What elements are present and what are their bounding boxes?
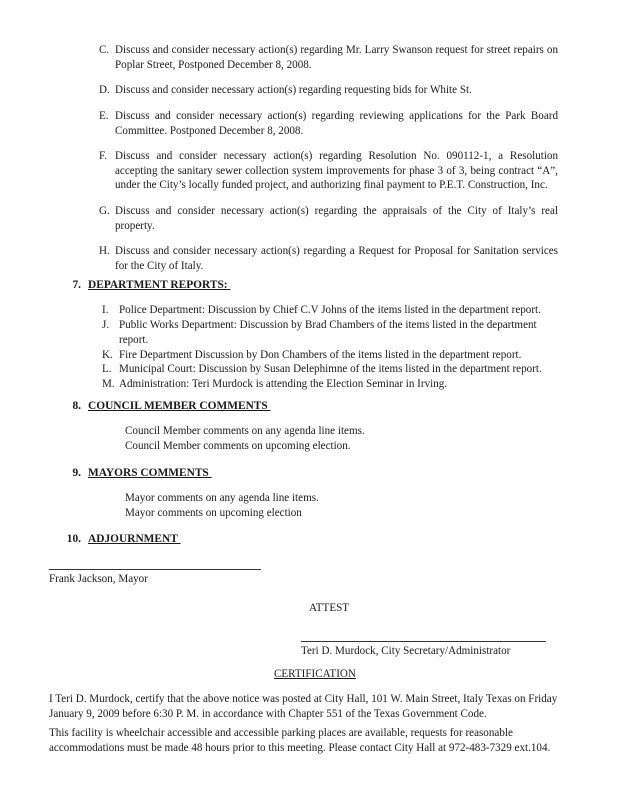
certification-paragraph-2: This facility is wheelchair accessible and accessible parking places are available, requests for reasonable accommodations must be made 48 hours prior to this meeting. Please contact City Hall at 972-483-7329 ext.104. (49, 727, 551, 754)
agenda-item-text: Discuss and consider necessary action(s) regarding the appraisals of the City of Italy’s real property. (115, 205, 558, 232)
department-report-text: Fire Department Discussion by Don Chambers of the items listed in the department report. (119, 348, 522, 361)
department-report-text: Administration: Teri Murdock is attending the Election Seminar in Irving. (119, 378, 448, 391)
section-heading-adjournment (62, 532, 542, 547)
department-report-text: Municipal Court: Discussion by Susan Delephimne of the items listed in the department report. (119, 363, 542, 376)
agenda-item-text: Discuss and consider necessary action(s) regarding a Request for Proposal for Sanitation services for the City of Italy. (115, 245, 558, 273)
mayors-comments-lines (125, 491, 545, 521)
mayor-comment-line: Mayor comments on upcoming election (125, 506, 302, 519)
department-report-marker: L. (102, 363, 112, 376)
agenda-item-c (96, 43, 558, 72)
council-comment-line: Council Member comments on upcoming election. (125, 439, 351, 452)
agenda-item-h (96, 244, 558, 273)
agenda-item-d (96, 83, 558, 98)
agenda-item-marker: E. (99, 109, 109, 122)
council-comment-line: Council Member comments on any agenda line items. (125, 425, 365, 437)
mayor-signature-name: Frank Jackson, Mayor (49, 573, 148, 585)
section-title: ADJOURNMENT (88, 533, 181, 545)
attest-label: ATTEST (309, 602, 350, 614)
secretary-signature-block (301, 641, 546, 658)
agenda-item-g (96, 204, 558, 233)
section-title: MAYORS COMMENTS (88, 467, 212, 479)
section-heading-council-member-comments (62, 399, 542, 414)
section-number: 7. (72, 279, 81, 291)
agenda-item-marker: C. (99, 44, 110, 56)
agenda-items-list (96, 43, 558, 285)
agenda-item-text: Discuss and consider necessary action(s) regarding requesting bids for White St. (115, 84, 472, 97)
secretary-signature-name: Teri D. Murdock, City Secretary/Administrator (301, 645, 511, 657)
section-number: 10. (66, 533, 81, 545)
department-report-marker: J. (102, 318, 110, 331)
agenda-item-f (96, 149, 558, 193)
certification-heading: CERTIFICATION (274, 668, 356, 680)
section-title: DEPARTMENT REPORTS: (88, 279, 231, 291)
section-heading-department-reports (62, 278, 542, 293)
department-report-item-j (98, 318, 558, 348)
agenda-item-text: Discuss and consider necessary action(s) regarding Resolution No. 090112-1, a Resolution accepting the sanitary sewer collection system improvements for phase 3 of 3, being contract “A”, under the City’s locally funded project, and authorizing final payment to P.E.T. Construction, Inc. (115, 150, 558, 192)
section-heading-mayors-comments (62, 466, 542, 481)
agenda-item-marker: F. (99, 150, 108, 163)
agenda-item-marker: D. (99, 84, 110, 97)
department-report-marker: K. (102, 348, 113, 361)
department-report-text: Police Department: Discussion by Chief C.V Johns of the items listed in the department report. (119, 304, 541, 316)
agenda-item-text: Discuss and consider necessary action(s) regarding reviewing applications for the Park Board Committee. Postponed December 8, 2008. (115, 109, 558, 137)
department-report-item-i (98, 303, 558, 318)
department-report-marker: I. (102, 304, 109, 316)
agenda-item-e (96, 109, 558, 138)
certification-paragraph-1: I Teri D. Murdock, certify that the above notice was posted at City Hall, 101 W. Main Street, Italy Texas on Friday January 9, 2009 before 6:30 P. M. in accordance with Chapter 551 of the Texas Government Code. (49, 693, 558, 720)
department-report-item-l (98, 362, 558, 377)
department-reports-list (98, 303, 558, 392)
agenda-item-text: Discuss and consider necessary action(s) regarding Mr. Larry Swanson request for street repairs on Poplar Street, Postponed December 8, 2008. (115, 44, 558, 71)
council-member-comments-lines (125, 424, 545, 454)
section-title: COUNCIL MEMBER COMMENTS (88, 400, 271, 412)
department-report-text: Public Works Department: Discussion by Brad Chambers of the items listed in the department report. (119, 318, 537, 346)
department-report-item-m (98, 377, 558, 392)
mayor-signature-block (49, 569, 261, 586)
section-number: 9. (72, 467, 81, 479)
agenda-item-marker: H. (99, 245, 110, 258)
agenda-item-marker: G. (99, 205, 110, 218)
department-report-item-k (98, 348, 558, 363)
section-number: 8. (72, 400, 81, 412)
mayor-comment-line: Mayor comments on any agenda line items. (125, 492, 319, 504)
department-report-marker: M. (102, 378, 115, 391)
